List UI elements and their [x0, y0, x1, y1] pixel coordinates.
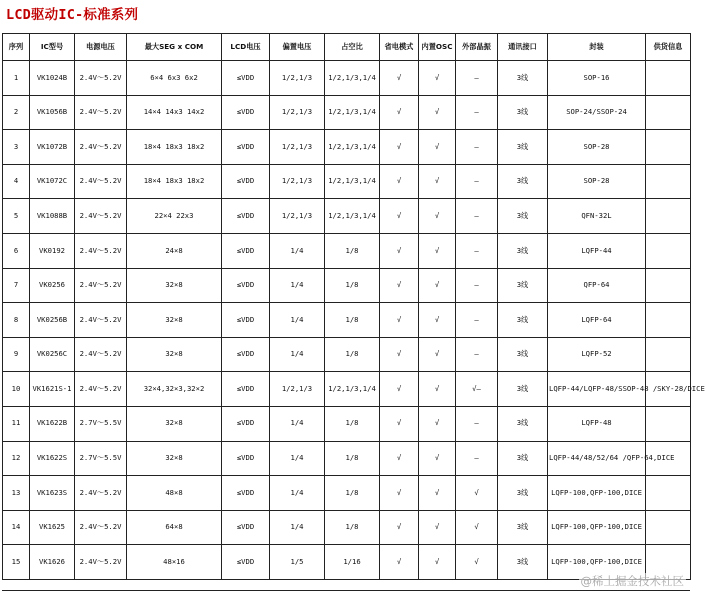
table-header-row	[3, 34, 691, 61]
cell-supply-info	[646, 406, 691, 441]
cell-interface: 3线	[498, 303, 548, 338]
cell-supply-voltage: 2.4V～5.2V	[75, 268, 127, 303]
cell-power-save: √	[380, 510, 419, 545]
cell-interface: 3线	[498, 233, 548, 268]
table-row	[3, 406, 691, 441]
cell-package: LQFP-100,QFP-100,DICE	[548, 545, 646, 580]
cell-package: SOP-16	[548, 61, 646, 96]
cell-duty: 1/2,1/3,1/4	[325, 61, 380, 96]
cell-seg-com: 18×4 18x3 18x2	[127, 164, 222, 199]
cell-external-crystal: —	[456, 233, 498, 268]
header-cell: LCD电压	[222, 34, 270, 61]
cell-package: LQFP-48	[548, 406, 646, 441]
cell-seg-com: 48×16	[127, 545, 222, 580]
cell-bias: 1/2,1/3	[270, 164, 325, 199]
cell-seq: 14	[3, 510, 30, 545]
cell-external-crystal: —	[456, 406, 498, 441]
cell-bias: 1/4	[270, 406, 325, 441]
cell-bias: 1/4	[270, 303, 325, 338]
cell-seq: 8	[3, 303, 30, 338]
cell-interface: 3线	[498, 406, 548, 441]
cell-supply-info	[646, 164, 691, 199]
cell-power-save: √	[380, 268, 419, 303]
cell-interface: 3线	[498, 199, 548, 234]
table-row	[3, 199, 691, 234]
cell-external-crystal: —	[456, 337, 498, 372]
cell-internal-osc: √	[419, 95, 456, 130]
cell-supply-voltage: 2.4V～5.2V	[75, 95, 127, 130]
cell-bias: 1/4	[270, 510, 325, 545]
cell-seg-com: 18×4 18x3 18x2	[127, 130, 222, 165]
table-row	[3, 164, 691, 199]
watermark: @稀土掘金技术社区	[580, 574, 684, 588]
cell-duty: 1/8	[325, 303, 380, 338]
table-row	[3, 372, 691, 407]
cell-seq: 4	[3, 164, 30, 199]
cell-supply-info	[646, 476, 691, 511]
cell-lcd-voltage: ≤VDD	[222, 303, 270, 338]
table-row	[3, 61, 691, 96]
cell-package: LQFP-44/48/52/64 /QFP-64,DICE	[548, 441, 646, 476]
table-row	[3, 268, 691, 303]
cell-supply-info	[646, 268, 691, 303]
cell-internal-osc: √	[419, 199, 456, 234]
cell-power-save: √	[380, 372, 419, 407]
spec-table	[2, 33, 705, 580]
cell-interface: 3线	[498, 61, 548, 96]
cell-supply-info	[646, 95, 691, 130]
cell-seq: 5	[3, 199, 30, 234]
cell-lcd-voltage: ≤VDD	[222, 337, 270, 372]
cell-supply-voltage: 2.4V～5.2V	[75, 199, 127, 234]
cell-seg-com: 32×4,32×3,32×2	[127, 372, 222, 407]
cell-ic-model: VK1072B	[30, 130, 75, 165]
cell-seg-com: 6×4 6x3 6x2	[127, 61, 222, 96]
cell-package: SOP-28	[548, 164, 646, 199]
cell-external-crystal: √	[456, 545, 498, 580]
table-row	[3, 233, 691, 268]
cell-duty: 1/2,1/3,1/4	[325, 130, 380, 165]
cell-lcd-voltage: ≤VDD	[222, 130, 270, 165]
cell-lcd-voltage: ≤VDD	[222, 268, 270, 303]
cell-duty: 1/2,1/3,1/4	[325, 164, 380, 199]
table-row	[3, 303, 691, 338]
cell-power-save: √	[380, 337, 419, 372]
cell-internal-osc: √	[419, 337, 456, 372]
cell-seq: 2	[3, 95, 30, 130]
cell-duty: 1/8	[325, 337, 380, 372]
header-cell: 供货信息	[646, 34, 691, 61]
cell-supply-info	[646, 199, 691, 234]
cell-interface: 3线	[498, 130, 548, 165]
cell-power-save: √	[380, 61, 419, 96]
header-cell: 最大SEG x COM	[127, 34, 222, 61]
cell-package: LQFP-100,QFP-100,DICE	[548, 510, 646, 545]
cell-bias: 1/4	[270, 337, 325, 372]
cell-internal-osc: √	[419, 61, 456, 96]
cell-bias: 1/2,1/3	[270, 130, 325, 165]
cell-ic-model: VK0256	[30, 268, 75, 303]
cell-package: SOP-24/SSOP-24	[548, 95, 646, 130]
cell-duty: 1/8	[325, 233, 380, 268]
cell-bias: 1/2,1/3	[270, 199, 325, 234]
cell-external-crystal: —	[456, 95, 498, 130]
cell-external-crystal: —	[456, 268, 498, 303]
cell-duty: 1/2,1/3,1/4	[325, 95, 380, 130]
cell-supply-info	[646, 337, 691, 372]
cell-package: LQFP-64	[548, 303, 646, 338]
cell-supply-info	[646, 61, 691, 96]
table-row	[3, 130, 691, 165]
cell-seg-com: 24×8	[127, 233, 222, 268]
cell-supply-voltage: 2.4V～5.2V	[75, 510, 127, 545]
cell-bias: 1/2,1/3	[270, 372, 325, 407]
cell-supply-voltage: 2.7V～5.5V	[75, 406, 127, 441]
cell-seq: 13	[3, 476, 30, 511]
cell-internal-osc: √	[419, 476, 456, 511]
cell-internal-osc: √	[419, 303, 456, 338]
cell-internal-osc: √	[419, 372, 456, 407]
cell-bias: 1/2,1/3	[270, 61, 325, 96]
header-cell: 外部晶振	[456, 34, 498, 61]
cell-supply-info	[646, 510, 691, 545]
cell-interface: 3线	[498, 164, 548, 199]
cell-internal-osc: √	[419, 268, 456, 303]
cell-lcd-voltage: ≤VDD	[222, 199, 270, 234]
cell-ic-model: VK0256C	[30, 337, 75, 372]
cell-ic-model: VK1625	[30, 510, 75, 545]
cell-bias: 1/2,1/3	[270, 95, 325, 130]
cell-interface: 3线	[498, 268, 548, 303]
table-row	[3, 510, 691, 545]
cell-package: LQFP-44	[548, 233, 646, 268]
cell-external-crystal: √	[456, 510, 498, 545]
cell-seq: 9	[3, 337, 30, 372]
cell-external-crystal: —	[456, 130, 498, 165]
cell-duty: 1/8	[325, 268, 380, 303]
cell-lcd-voltage: ≤VDD	[222, 476, 270, 511]
cell-ic-model: VK0256B	[30, 303, 75, 338]
cell-ic-model: VK1056B	[30, 95, 75, 130]
cell-ic-model: VK0192	[30, 233, 75, 268]
cell-power-save: √	[380, 199, 419, 234]
cell-supply-voltage: 2.4V～5.2V	[75, 233, 127, 268]
cell-seg-com: 32×8	[127, 337, 222, 372]
cell-ic-model: VK1024B	[30, 61, 75, 96]
cell-supply-voltage: 2.4V～5.2V	[75, 545, 127, 580]
cell-seq: 15	[3, 545, 30, 580]
cell-package: LQFP-100,QFP-100,DICE	[548, 476, 646, 511]
cell-ic-model: VK1622S	[30, 441, 75, 476]
cell-internal-osc: √	[419, 406, 456, 441]
cell-package: QFN-32L	[548, 199, 646, 234]
cell-duty: 1/16	[325, 545, 380, 580]
cell-power-save: √	[380, 476, 419, 511]
cell-external-crystal: —	[456, 441, 498, 476]
cell-power-save: √	[380, 545, 419, 580]
cell-interface: 3线	[498, 337, 548, 372]
cell-seq: 10	[3, 372, 30, 407]
cell-seg-com: 64×8	[127, 510, 222, 545]
cell-ic-model: VK1622B	[30, 406, 75, 441]
cell-seq: 6	[3, 233, 30, 268]
cell-interface: 3线	[498, 441, 548, 476]
cell-package: SOP-28	[548, 130, 646, 165]
cell-supply-voltage: 2.4V～5.2V	[75, 303, 127, 338]
cell-power-save: √	[380, 164, 419, 199]
cell-supply-voltage: 2.4V～5.2V	[75, 61, 127, 96]
cell-interface: 3线	[498, 372, 548, 407]
cell-lcd-voltage: ≤VDD	[222, 441, 270, 476]
cell-duty: 1/8	[325, 441, 380, 476]
cell-lcd-voltage: ≤VDD	[222, 61, 270, 96]
header-cell: 序列	[3, 34, 30, 61]
cell-lcd-voltage: ≤VDD	[222, 406, 270, 441]
cell-lcd-voltage: ≤VDD	[222, 233, 270, 268]
cell-supply-voltage: 2.7V～5.5V	[75, 441, 127, 476]
cell-power-save: √	[380, 303, 419, 338]
cell-external-crystal: —	[456, 164, 498, 199]
cell-external-crystal: —	[456, 303, 498, 338]
cell-lcd-voltage: ≤VDD	[222, 545, 270, 580]
cell-power-save: √	[380, 95, 419, 130]
header-cell: 省电模式	[380, 34, 419, 61]
cell-interface: 3线	[498, 545, 548, 580]
cell-seg-com: 14×4 14x3 14x2	[127, 95, 222, 130]
header-cell: 内置OSC	[419, 34, 456, 61]
cell-duty: 1/8	[325, 406, 380, 441]
cell-internal-osc: √	[419, 130, 456, 165]
cell-seg-com: 22×4 22x3	[127, 199, 222, 234]
table-row	[3, 95, 691, 130]
cell-duty: 1/2,1/3,1/4	[325, 199, 380, 234]
header-cell: 占空比	[325, 34, 380, 61]
cell-seg-com: 32×8	[127, 268, 222, 303]
cell-supply-info	[646, 303, 691, 338]
cell-seq: 7	[3, 268, 30, 303]
cell-external-crystal: √—	[456, 372, 498, 407]
table-row	[3, 337, 691, 372]
cell-supply-voltage: 2.4V～5.2V	[75, 337, 127, 372]
cell-internal-osc: √	[419, 510, 456, 545]
cell-internal-osc: √	[419, 545, 456, 580]
cell-ic-model: VK1088B	[30, 199, 75, 234]
cell-lcd-voltage: ≤VDD	[222, 510, 270, 545]
cell-seg-com: 32×8	[127, 406, 222, 441]
cell-ic-model: VK1072C	[30, 164, 75, 199]
cell-seq: 1	[3, 61, 30, 96]
cell-seq: 11	[3, 406, 30, 441]
cell-power-save: √	[380, 441, 419, 476]
header-cell: IC型号	[30, 34, 75, 61]
cell-seq: 3	[3, 130, 30, 165]
cell-lcd-voltage: ≤VDD	[222, 95, 270, 130]
cell-interface: 3线	[498, 95, 548, 130]
cell-power-save: √	[380, 406, 419, 441]
cell-bias: 1/5	[270, 545, 325, 580]
cell-ic-model: VK1621S-1	[30, 372, 75, 407]
cell-bias: 1/4	[270, 268, 325, 303]
table-row	[3, 476, 691, 511]
cell-bias: 1/4	[270, 233, 325, 268]
header-cell: 电源电压	[75, 34, 127, 61]
cell-supply-voltage: 2.4V～5.2V	[75, 372, 127, 407]
cell-supply-voltage: 2.4V～5.2V	[75, 164, 127, 199]
cell-duty: 1/8	[325, 476, 380, 511]
cell-internal-osc: √	[419, 441, 456, 476]
cell-package: LQFP-44/LQFP-48/SSOP-48 /SKY-28/DICE	[548, 372, 646, 407]
cell-internal-osc: √	[419, 164, 456, 199]
cell-supply-info	[646, 130, 691, 165]
cell-ic-model: VK1626	[30, 545, 75, 580]
cell-internal-osc: √	[419, 233, 456, 268]
cell-power-save: √	[380, 130, 419, 165]
table-body	[3, 61, 705, 580]
header-cell: 偏置电压	[270, 34, 325, 61]
cell-external-crystal: √	[456, 476, 498, 511]
cell-lcd-voltage: ≤VDD	[222, 164, 270, 199]
cell-external-crystal: —	[456, 199, 498, 234]
cell-supply-voltage: 2.4V～5.2V	[75, 130, 127, 165]
cell-power-save: √	[380, 233, 419, 268]
cell-bias: 1/4	[270, 441, 325, 476]
cell-seg-com: 48×8	[127, 476, 222, 511]
cell-supply-voltage: 2.4V～5.2V	[75, 476, 127, 511]
cell-supply-info	[646, 233, 691, 268]
cell-seg-com: 32×8	[127, 303, 222, 338]
header-cell: 通讯接口	[498, 34, 548, 61]
cell-seg-com: 32×8	[127, 441, 222, 476]
cell-package: QFP-64	[548, 268, 646, 303]
cell-external-crystal: —	[456, 61, 498, 96]
cell-lcd-voltage: ≤VDD	[222, 372, 270, 407]
cell-package: LQFP-52	[548, 337, 646, 372]
cell-seq: 12	[3, 441, 30, 476]
cell-interface: 3线	[498, 510, 548, 545]
cell-duty: 1/8	[325, 510, 380, 545]
cell-bias: 1/4	[270, 476, 325, 511]
cell-duty: 1/2,1/3,1/4	[325, 372, 380, 407]
header-cell: 封装	[548, 34, 646, 61]
page-title: LCD驱动IC-标准系列	[6, 7, 139, 23]
table-row	[3, 441, 691, 476]
cell-interface: 3线	[498, 476, 548, 511]
cell-ic-model: VK1623S	[30, 476, 75, 511]
